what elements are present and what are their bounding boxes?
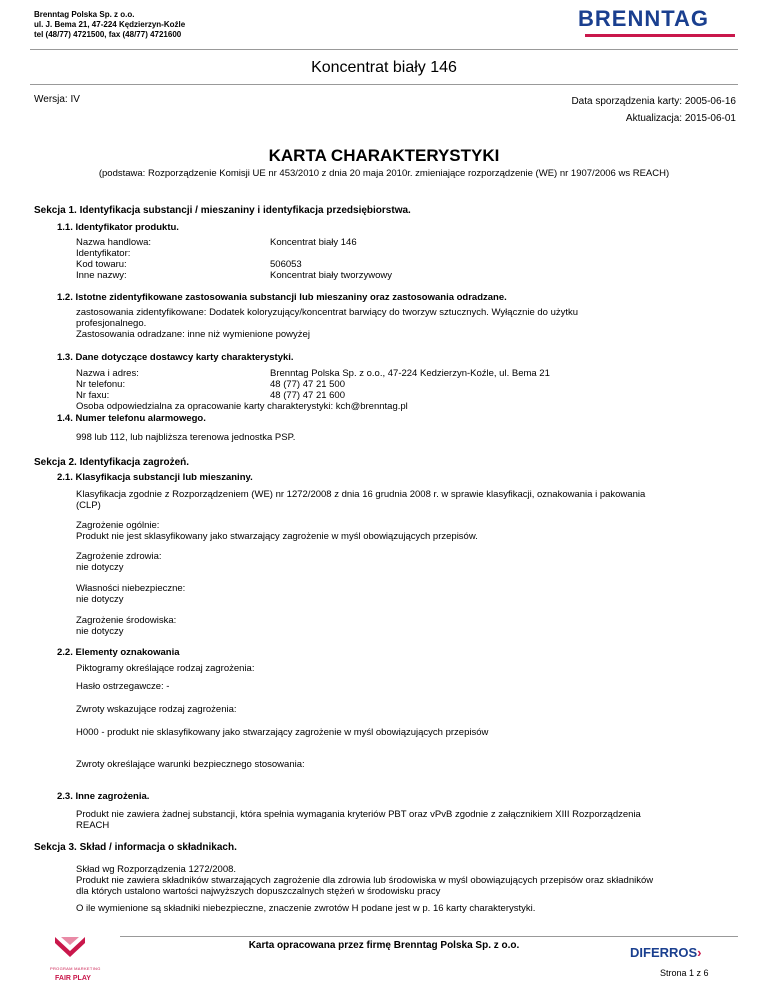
pictograms-label: Piktogramy określające rodzaj zagrożenia:	[76, 663, 255, 674]
text-line: Produkt nie zawiera składników stwarzających zagrożenie dla zdrowia lub środowiska w myśl obowiązujących przepisów oraz składników	[76, 875, 654, 886]
version: Wersja: IV	[34, 94, 80, 105]
section-2-title: Sekcja 2. Identyfikacja zagrożeń.	[34, 457, 190, 468]
text-line: Zastosowania odradzane: inne niż wymienione powyżej	[76, 329, 310, 340]
text-line: zastosowania zidentyfikowane: Dodatek koloryzujący/koncentrat barwiący do tworzyw sztucznych. Wyłącznie do użytku	[76, 307, 579, 318]
hazard-environment	[76, 615, 176, 637]
value: 48 (77) 47 21 600	[270, 390, 346, 401]
uses-text	[76, 307, 578, 340]
hazard-general	[76, 520, 478, 542]
value: 48 (77) 47 21 500	[270, 379, 346, 390]
text-line: Skład wg Rozporządzenia 1272/2008.	[76, 864, 237, 875]
label: Nr faxu:	[76, 390, 110, 401]
label: Inne nazwy:	[76, 270, 127, 281]
h000-phrase: H000 - produkt nie sklasyfikowany jako stwarzający zagrożenie w myśl obowiązujących przepisów	[76, 727, 489, 738]
fair-play-logo: FAIR PLAY	[55, 975, 91, 982]
label: Nr telefonu:	[76, 379, 126, 390]
section-2-2-title: 2.2. Elementy oznakowania	[57, 647, 180, 658]
value	[270, 248, 392, 259]
label: Nazwa handlowa:	[76, 237, 151, 248]
section-2-3-title: 2.3. Inne zagrożenia.	[57, 791, 150, 802]
composition-text	[76, 864, 653, 897]
brenntag-logo: BRENNTAG	[578, 6, 710, 31]
value: nie dotyczy	[76, 626, 124, 637]
company-line: tel (48/77) 4721500, fax (48/77) 4721600	[34, 30, 182, 39]
diferros-wordmark: DIFERROS	[630, 945, 698, 960]
value: Brenntag Polska Sp. z o.o., 47-224 Kedzierzyn-Koźle, ul. Bema 21	[270, 368, 550, 379]
date-updated: Aktualizacja: 2015-06-01	[625, 113, 736, 124]
product-id-labels	[76, 237, 151, 281]
composition-note: O ile wymienione są składniki niebezpieczne, znaczenie zwrotów H podane jest w p. 16 karty charakterystyki.	[76, 903, 536, 914]
chevron-right-icon: ›	[697, 945, 702, 960]
regulation-basis: (podstawa: Rozporządzenie Komisji UE nr 453/2010 z dnia 20 maja 2010r. zmieniające rozporządzenie (WE) nr 1907/2006 ws REACH)	[98, 168, 670, 179]
label: Nazwa i adres:	[76, 368, 139, 379]
section-1-4-title: 1.4. Numer telefonu alarmowego.	[57, 413, 206, 424]
company-line: Brenntag Polska Sp. z o.o.	[34, 10, 135, 19]
value: nie dotyczy	[76, 594, 124, 605]
title-divider	[30, 84, 738, 85]
product-id-values	[270, 237, 392, 281]
label: Zagrożenie ogólnie:	[76, 520, 160, 531]
section-2-1-title: 2.1. Klasyfikacja substancji lub mieszaniny.	[57, 472, 253, 483]
contact-person: Osoba odpowiedzialna za opracowanie karty charakterystyki: kch@brenntag.pl	[76, 401, 408, 412]
doc-title: KARTA CHARAKTERYSTYKI	[268, 146, 500, 165]
footer-text: Karta opracowana przez firmę Brenntag Polska Sp. z o.o.	[248, 940, 520, 951]
label: Własności niebezpieczne:	[76, 583, 186, 594]
header-divider	[30, 49, 738, 50]
fair-play-subtitle: PROGRAM MARKETING	[50, 966, 101, 971]
classification-text	[76, 489, 645, 511]
text-line: REACH	[76, 820, 110, 831]
company-line: ul. J. Bema 21, 47-224 Kędzierzyn-Koźle	[34, 20, 186, 29]
p-phrases-label: Zwroty określające warunki bezpiecznego stosowania:	[76, 759, 305, 770]
value: Koncentrat biały 146	[270, 237, 357, 248]
section-1-title: Sekcja 1. Identyfikacja substancji / mieszaniny i identyfikacja przedsiębiorstwa.	[34, 205, 411, 216]
page-number: Strona 1 z 6	[660, 968, 709, 978]
logo-underline	[585, 34, 735, 37]
footer-divider	[120, 936, 738, 937]
text-line: Klasyfikacja zgodnie z Rozporządzeniem (WE) nr 1272/2008 z dnia 16 grudnia 2008 r. w sprawie klasyfikacji, oznakowania i pakowania	[76, 489, 646, 500]
value: Produkt nie jest sklasyfikowany jako stwarzający zagrożenie w myśl obowiązujących przepisów.	[76, 531, 478, 542]
value: nie dotyczy	[76, 562, 124, 573]
hazard-health	[76, 551, 162, 573]
text-line: dla których ustalono wartości najwyższych dopuszczalnych stężeń w środowisku pracy	[76, 886, 441, 897]
emergency-text: 998 lub 112, lub najbliższa terenowa jednostka PSP.	[76, 432, 296, 443]
product-title: Koncentrat biały 146	[311, 59, 457, 76]
section-1-1-title: 1.1. Identyfikator produktu.	[57, 222, 179, 233]
other-hazards-text	[76, 809, 641, 831]
company-info	[34, 10, 185, 40]
date-created: Data sporządzenia karty: 2005-06-16	[571, 96, 736, 107]
value: 506053	[270, 259, 302, 270]
label: Kod towaru:	[76, 259, 127, 270]
text-line: (CLP)	[76, 500, 101, 511]
section-1-3-title: 1.3. Dane dotyczące dostawcy karty charakterystyki.	[57, 352, 294, 363]
text-line: profesjonalnego.	[76, 318, 147, 329]
supplier-values	[270, 368, 550, 401]
label: Zagrożenie środowiska:	[76, 615, 177, 626]
section-1-2-title: 1.2. Istotne zidentyfikowane zastosowania substancji lub mieszaniny oraz zastosowania odradzane.	[57, 292, 507, 303]
section-3-title: Sekcja 3. Skład / informacja o składnikach.	[34, 842, 237, 853]
text-line: Produkt nie zawiera żadnej substancji, która spełnia wymagania kryteriów PBT oraz vPvB zgodnie z załącznikiem XIII Rozporządzenia	[76, 809, 641, 820]
signal-word: Hasło ostrzegawcze: -	[76, 681, 170, 692]
label: Identyfikator:	[76, 248, 131, 259]
diferros-logo	[630, 945, 702, 960]
value: Koncentrat biały tworzywowy	[270, 270, 392, 281]
hazard-properties	[76, 583, 185, 605]
label: Zagrożenie zdrowia:	[76, 551, 162, 562]
h-phrases-label: Zwroty wskazujące rodzaj zagrożenia:	[76, 704, 237, 715]
